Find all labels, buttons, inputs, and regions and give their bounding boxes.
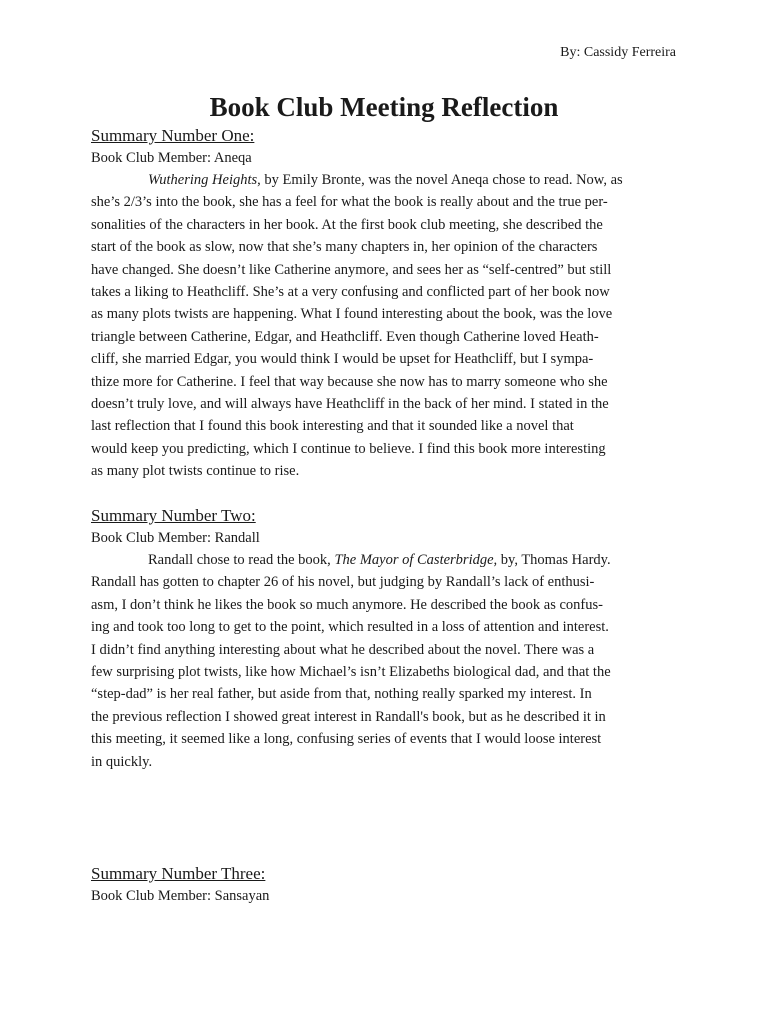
member-name: Book Club Member: Randall [91,530,260,546]
paragraph-line: ing and took too long to get to the point, which resulted in a loss of attention and interest. [91,619,609,636]
paragraph-line: the previous reflection I showed great interest in Randall's book, but as he described it in [91,708,606,725]
paragraph-line: she’s 2/3’s into the book, she has a feel for what the book is really about and the true per- [91,194,608,211]
summary-paragraph [91,549,677,773]
paragraph-line: asm, I don’t think he likes the book so much anymore. He described the book as confus- [91,596,603,613]
paragraph-line: last reflection that I found this book interesting and that it sounded like a novel that [91,418,574,435]
paragraph-line: Wuthering Heights, by Emily Bronte, was the novel Aneqa chose to read. Now, as [148,172,623,188]
member-name: Book Club Member: Sansayan [91,888,270,904]
paragraph-line: this meeting, it seemed like a long, confusing series of events that I would loose interest [91,731,602,748]
paragraph-line: in quickly. [91,753,153,770]
paragraph-line: as many plots twists are happening. What I found interesting about the book, was the love [91,306,613,323]
summary-two [91,505,677,773]
paragraph-line: as many plot twists continue to rise. [91,463,300,480]
member-name: Book Club Member: Aneqa [91,150,252,166]
paragraph-line: cliff, she married Edgar, you would think I would be upset for Heathcliff, but I sympa- [91,351,594,368]
summary-three [91,863,677,907]
summary-one [91,125,677,483]
summary-paragraph [91,169,677,483]
paragraph-line: Randall chose to read the book, The Mayor of Casterbridge, by, Thomas Hardy. [148,552,611,568]
paragraph-line: few surprising plot twists, like how Michael’s isn’t Elizabeths biological dad, and that the [91,664,611,681]
paragraph-line: takes a liking to Heathcliff. She’s at a very confusing and conflicted part of her book now [91,284,610,301]
paragraph-line: thize more for Catherine. I feel that way because she now has to marry someone who she [91,373,608,390]
paragraph-line: have changed. She doesn’t like Catherine anymore, and sees her as “self-centred” but still [91,261,612,278]
summary-heading: Summary Number Three: [91,864,266,883]
summary-heading: Summary Number One: [91,126,255,145]
paragraph-line: would keep you predicting, which I continue to believe. I find this book more interesting [91,440,606,457]
paragraph-line: Randall has gotten to chapter 26 of his novel, but judging by Randall’s lack of enthusi- [91,574,595,591]
summary-heading: Summary Number Two: [91,506,256,525]
paragraph-line: start of the book as slow, now that she’s many chapters in, her opinion of the characters [91,239,598,256]
paragraph-line: triangle between Catherine, Edgar, and Heathcliff. Even though Catherine loved Heath- [91,328,599,345]
paragraph-line: “step-dad” is her real father, but aside from that, nothing really sparked my interest. In [91,686,592,703]
paragraph-line: I didn’t find anything interesting about what he described about the novel. There was a [91,641,595,658]
author-line: By: Cassidy Ferreira [560,45,676,60]
paragraph-line: sonalities of the characters in her book. At the first book club meeting, she described the [91,216,603,233]
page-title: Book Club Meeting Reflection [209,92,559,122]
paragraph-line: doesn’t truly love, and will always have Heathcliff in the back of her mind. I stated in the [91,396,609,413]
